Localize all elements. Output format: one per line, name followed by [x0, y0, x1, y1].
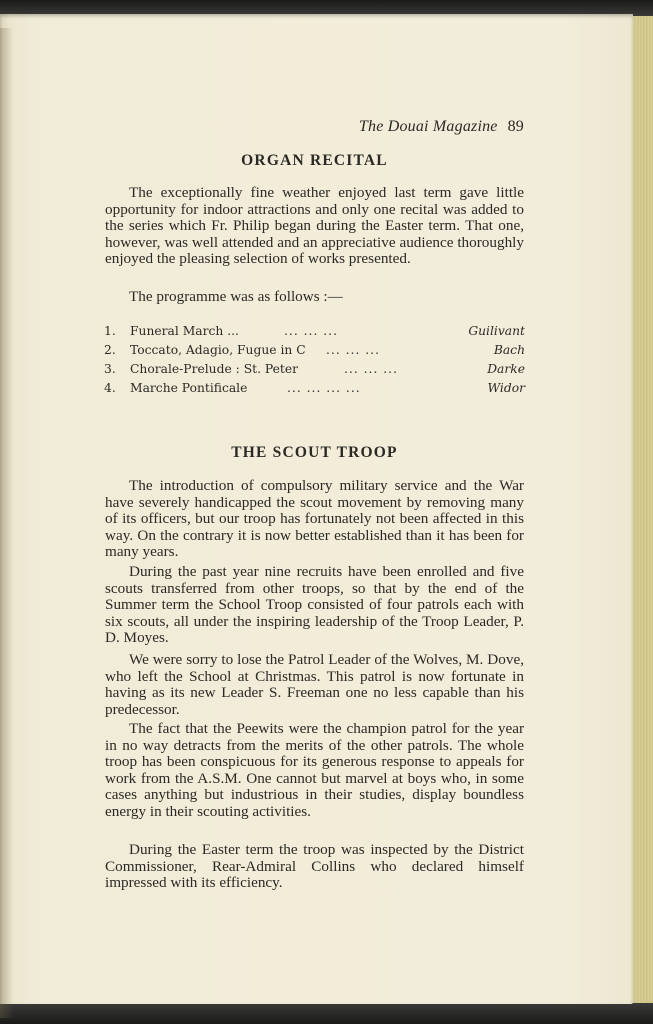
programme-item	[104, 343, 525, 362]
item-number: 3.	[104, 362, 116, 376]
page-content	[0, 14, 633, 1004]
programme-intro: The programme was as follows :—	[129, 288, 343, 305]
page-number: 89	[507, 118, 524, 135]
scout-paragraph: We were sorry to lose the Patrol Leader of the Wolves, M. Dove, who left the School at Christmas. This patrol is now fortunate in having as its new Leader S. Freeman one no less capable than his predecessor.	[105, 651, 524, 718]
leader-dots: ... ... ... ...	[287, 381, 361, 395]
book-page	[0, 14, 633, 1004]
composer: Widor	[487, 381, 525, 395]
scout-paragraph: The fact that the Peewits were the champion patrol for the year in no way detracts from the merits of the other patrols. The whole troop has been conspicuous for its generous response to appeals for work from the A.S.M. One cannot but marvel at boys who, in some cases anything but industrious in their studies, display boundless energy in their scouting activities.	[105, 720, 524, 820]
item-number: 2.	[104, 343, 116, 357]
work-title: Marche Pontificale	[130, 381, 248, 395]
leader-dots: ... ... ...	[344, 362, 398, 376]
leader-dots: ... ... ...	[326, 343, 380, 357]
scan-bottom-border	[0, 1003, 653, 1024]
leader-dots: ... ... ...	[284, 324, 338, 338]
scout-troop-heading: THE SCOUT TROOP	[231, 444, 398, 461]
programme-item	[104, 362, 525, 381]
organ-recital-paragraph: The exceptionally fine weather enjoyed last term gave little opportunity for indoor attractions and only one recital was added to the series which Fr. Philip began during the Easter term. That one, however, was well attended and an appreciative audience thoroughly enjoyed the pleasing selection of works presented.	[105, 184, 524, 268]
running-head	[359, 118, 524, 136]
work-title: Funeral March ...	[130, 324, 239, 338]
scout-paragraph: During the Easter term the troop was inspected by the District Commissioner, Rear-Admiral Collins who declared himself impressed with its efficiency.	[105, 841, 524, 892]
work-title: Toccato, Adagio, Fugue in C	[130, 343, 306, 357]
composer: Guilivant	[468, 324, 525, 338]
running-head-title: The Douai Magazine	[358, 118, 498, 135]
programme-item	[104, 381, 525, 400]
composer: Darke	[487, 362, 525, 376]
item-number: 1.	[104, 324, 116, 338]
programme-item	[104, 324, 525, 343]
scout-paragraph: During the past year nine recruits have been enrolled and five scouts transferred from other troops, so that by the end of the Summer term the School Troop consisted of four patrols each with six scouts, all under the inspiring leadership of the Troop Leader, P. D. Moyes.	[105, 563, 524, 647]
organ-recital-heading: ORGAN RECITAL	[241, 152, 388, 169]
work-title: Chorale-Prelude : St. Peter	[130, 362, 298, 376]
item-number: 4.	[104, 381, 116, 395]
programme-list	[104, 324, 525, 400]
scout-paragraph: The introduction of compulsory military service and the War have severely handicapped the scout movement by removing many of its officers, but our troop has fortunately not been affected in this way. On the contrary it is now better established than it has been for many years.	[105, 477, 524, 561]
composer: Bach	[493, 343, 525, 357]
